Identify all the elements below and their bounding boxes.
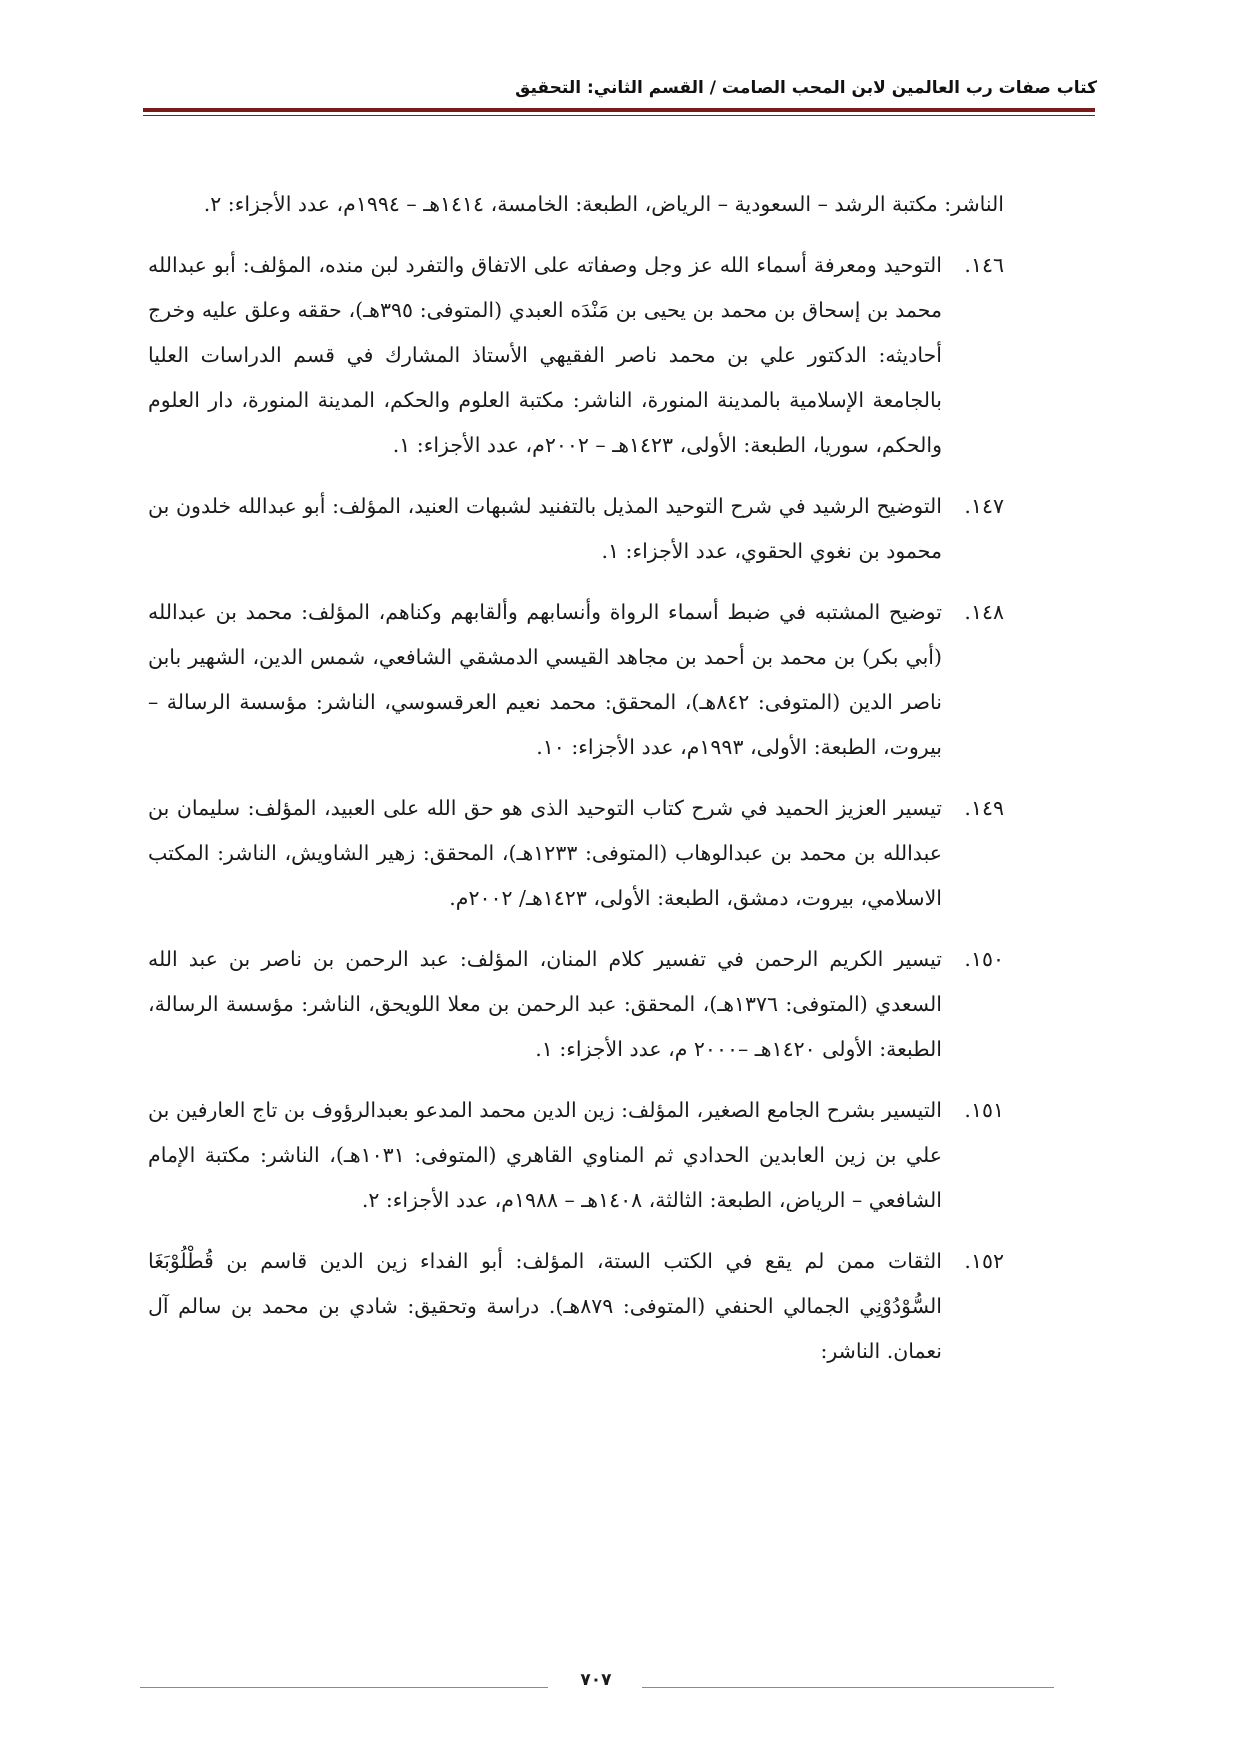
running-header: كتاب صفات رب العالمين لابن المحب الصامت / القسم الثاني: التحقيق [515,78,1097,98]
entry-number: ١٥٢. [964,1249,1004,1273]
entry-text: تيسير العزيز الحميد في شرح كتاب التوحيد الذى هو حق الله على العبيد، المؤلف: سليمان بن عبدالله بن محمد بن عبدالوهاب (المتوفى: ١٢٣٣هـ)، المحقق: زهير الشاويش، الناشر: المكتب الاسلامي، بيروت، دمشق، الطبعة: الأولى، ١٤٢٣هـ/ ٢٠٠٢م. [148,796,942,910]
entry-number: ١٥١. [964,1098,1004,1122]
entry-text: التيسير بشرح الجامع الصغير، المؤلف: زين الدين محمد المدعو بعبدالرؤوف بن تاج العارفين بن علي بن زين العابدين الحدادي ثم المناوي القاهري (المتوفى: ١٠٣١هـ)، الناشر: مكتبة الإمام الشافعي – الرياض، الطبعة: الثالثة، ١٤٠٨هـ – ١٩٨٨م، عدد الأجزاء: ٢. [148,1098,943,1212]
bibliography-entry [148,1239,1004,1374]
entry-number: ١٤٦. [964,253,1004,277]
entry-text: التوحيد ومعرفة أسماء الله عز وجل وصفاته على الاتفاق والتفرد لبن منده، المؤلف: أبو عبدالله محمد بن إسحاق بن محمد بن يحيى بن مَنْدَه العبدي (المتوفى: ٣٩٥هـ)، حققه وعلق عليه وخرج أحاديثه: الدكتور علي بن محمد ناصر الفقيهي الأستاذ المشارك في قسم الدراسات العليا بالجامعة الإسلامية بالمدينة المنورة، الناشر: مكتبة العلوم والحكم، المدينة المنورة، دار العلوم والحكم، سوريا، الطبعة: الأولى، ١٤٢٣هـ – ٢٠٠٢م، عدد الأجزاء: ١. [148,253,942,457]
header-rule-thick [143,108,1095,112]
entry-number: ١٤٩. [964,796,1004,820]
bibliography-entry [148,590,1004,770]
footer-rule-left [140,1687,548,1688]
bibliography-entry [148,484,1004,574]
continuation-paragraph: الناشر: مكتبة الرشد – السعودية – الرياض، الطبعة: الخامسة، ١٤١٤هـ – ١٩٩٤م، عدد الأجزاء: ٢. [203,192,1004,216]
entry-text: الثقات ممن لم يقع في الكتب الستة، المؤلف: أبو الفداء زين الدين قاسم بن قُطْلُوْبَغَا السُّوْدُوْنِي الجمالي الحنفي (المتوفى: ٨٧٩هـ). دراسة وتحقيق: شادي بن محمد بن سالم آل نعمان. الناشر: [148,1249,942,1363]
entry-number: ١٤٧. [964,494,1004,518]
bibliography-body [148,182,1004,1390]
bibliography-entry [148,243,1004,468]
entry-text: التوضيح الرشيد في شرح التوحيد المذيل بالتفنيد لشبهات العنيد، المؤلف: أبو عبدالله خلدون بن محمود بن نغوي الحقوي، عدد الأجزاء: ١. [148,494,942,563]
entry-text: تيسير الكريم الرحمن في تفسير كلام المنان، المؤلف: عبد الرحمن بن ناصر بن عبد الله السعدي (المتوفى: ١٣٧٦هـ)، المحقق: عبد الرحمن بن معلا اللويحق، الناشر: مؤسسة الرسالة، الطبعة: الأولى ١٤٢٠هـ –٢٠٠٠ م، عدد الأجزاء: ١. [148,947,942,1061]
header-rule-thin [143,115,1095,116]
entry-text: توضيح المشتبه في ضبط أسماء الرواة وأنسابهم وألقابهم وكناهم، المؤلف: محمد بن عبدالله (أبي بكر) بن محمد بن أحمد بن مجاهد القيسي الدمشقي الشافعي، شمس الدين، الشهير بابن ناصر الدين (المتوفى: ٨٤٢هـ)، المحقق: محمد نعيم العرقسوسي، الناشر: مؤسسة الرسالة – بيروت، الطبعة: الأولى، ١٩٩٣م، عدد الأجزاء: ١٠. [148,600,943,759]
entry-number: ١٤٨. [964,600,1004,624]
bibliography-entry [148,1088,1004,1223]
entry-number: ١٥٠. [964,947,1004,971]
page-number: ٧٠٧ [580,1670,612,1690]
footer-rule-right [642,1687,1054,1688]
bibliography-entry [148,937,1004,1072]
bibliography-entry [148,786,1004,921]
